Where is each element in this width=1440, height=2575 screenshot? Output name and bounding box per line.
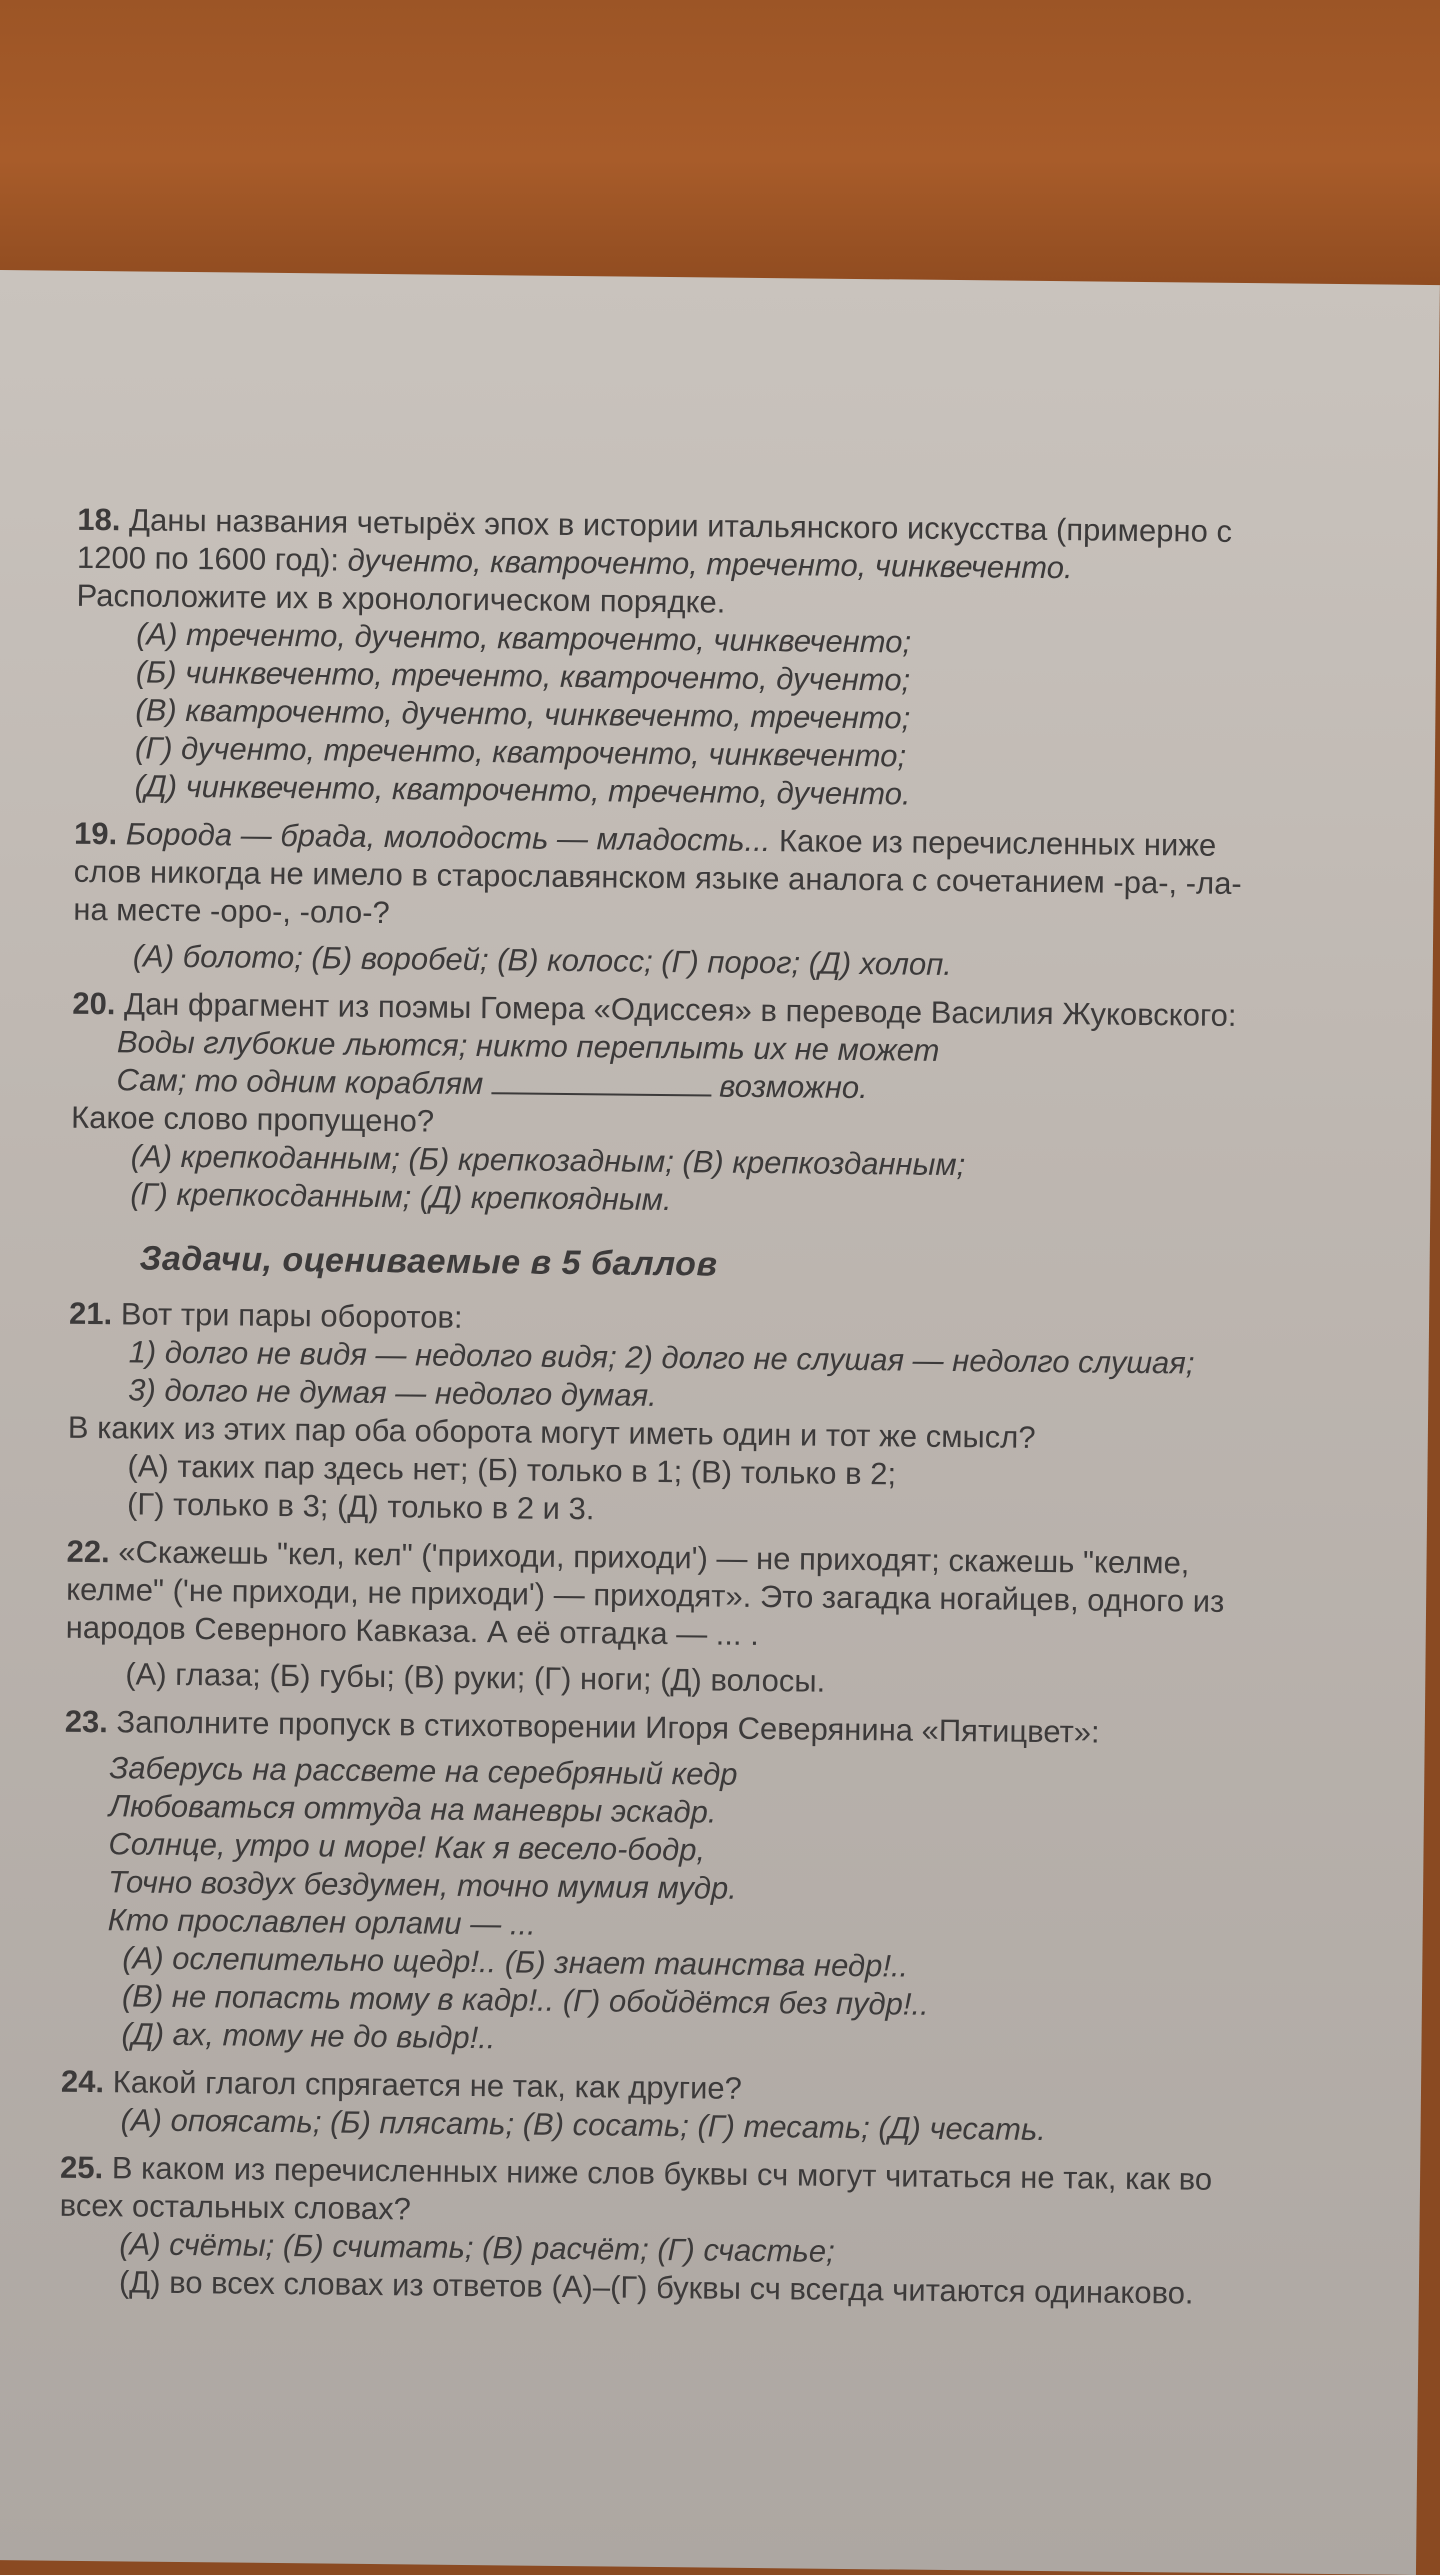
verse-line: Кто прославлен орлами — ... [107,1902,536,1942]
verse-line: возможно. [719,1068,868,1106]
question-text: дученто, кватроченто, треченто, чинквеченто. [347,542,1073,586]
answer-option: (А) треченто, дученто, кватроченто, чинквеченто; [136,616,912,660]
question-number: 20. [72,985,116,1022]
answer-option: (Б) чинквеченто, треченто, кватроченто, дученто; [135,654,911,698]
answer-options: (Г) крепкосданным; (Д) крепкоядным. [130,1176,672,1218]
question-number: 19. [73,815,118,852]
question-text: Какое слово пропущено? [70,1099,435,1139]
question-text: 1200 по 1600 год): [76,539,340,578]
question-text: Какой глагол спрягается не так, как другие? [112,2064,743,2106]
phrase-pairs: 1) долго не видя — недолго видя; 2) долго не слушая — недолго слушая; [128,1334,1195,1381]
desk-background [0,0,1440,290]
question-text: В каких из этих пар оба оборота могут иметь один и тот же смысл? [67,1409,1036,1455]
answer-blank [491,1092,711,1096]
question-18 [74,501,1377,819]
answer-options: (А) крепкоданным; (Б) крепкозадным; (В) крепкозданным; [130,1138,966,1183]
answer-options: (В) не попасть тому в кадр!.. (Г) обойдётся без пудр!.. [121,1978,929,2022]
answer-option: (В) кватроченто, дученто, чинквеченто, треченто; [135,692,911,736]
question-text: В каком из перечисленных ниже слов буквы сч могут читаться не так, как во [111,2150,1213,2197]
question-number: 18. [77,501,121,538]
answer-options: (Г) только в 3; (Д) только в 2 и 3. [126,1486,595,1527]
question-21 [67,1295,1369,1537]
verse-line: Сам; то одним кораблям [116,1062,484,1102]
verse-line: Воды глубокие льются; никто переплыть их не может [116,1024,940,1068]
answer-options: (А) таких пар здесь нет; (Б) только в 1; (В) только в 2; [127,1448,897,1492]
phrase-pairs: 3) долго не думая — недолго думая. [128,1372,657,1413]
answer-options: (Д) во всех словах из ответов (А)–(Г) буквы сч всегда читаются одинаково. [118,2264,1194,2311]
answer-options: (А) ослепительно щедр!.. (Б) знает таинства недр!.. [122,1940,909,1984]
question-text: Дан фрагмент из поэмы Гомера «Одиссея» в переводе Василия Жуковского: [123,986,1237,1033]
question-number: 21. [68,1295,113,1332]
question-text: народов Северного Кавказа. А её отгадка — ... . [65,1609,760,1653]
answer-option: (Д) чинквеченто, кватроченто, треченто, дученто. [134,768,911,812]
question-20 [70,985,1372,1227]
question-text: Расположите их в хронологическом порядке. [76,577,726,620]
answer-option: (Г) дученто, треченто, кватроченто, чинквеченто; [134,730,907,774]
paper-sheet [0,270,1440,2575]
answer-options: (А) болото; (Б) воробей; (В) колосс; (Г) порог; (Д) холоп. [132,938,953,983]
question-text: Заполните пропуск в стихотворении Игоря Северянина «Пятицвет»: [116,1704,1100,1750]
answer-options: (А) опоясать; (Б) плясать; (В) сосать; (Г) тесать; (Д) чесать. [120,2102,1047,2148]
answer-options: (А) счёты; (Б) считать; (В) расчёт; (Г) счастье; [119,2226,835,2269]
question-number: 22. [66,1533,110,1570]
question-24 [60,2063,1361,2153]
question-number: 24. [60,2063,105,2100]
question-text: «Скажешь "кел, кел" ('приходи, приходи') — не приходят; скажешь "келме, [118,1534,1190,1581]
question-25 [59,2149,1361,2315]
verse-line: Солнце, утро и море! Как я весело-бодр, [108,1826,706,1868]
question-text: Борода — брада, молодость — младость... [125,816,771,859]
answer-options: (А) глаза; (Б) губы; (В) руки; (Г) ноги; (Д) волосы. [125,1656,826,1699]
verse-line: Точно воздух бездумен, точно мумия мудр. [107,1864,738,1906]
quiz-content [59,501,1378,2325]
section-heading: Задачи, оцениваемые в 5 баллов [139,1239,718,1284]
question-text: Даны названия четырёх эпох в истории итальянского искусства (примерно с [128,502,1233,549]
verse-line: Любоваться оттуда на маневры эскадр. [108,1788,717,1830]
question-23 [61,1703,1365,2067]
question-19 [73,815,1375,989]
verse-line: Заберусь на рассвете на серебряный кедр [109,1750,738,1792]
question-text: всех остальных словах? [59,2187,412,2227]
question-text: Какое из перечисленных ниже [778,823,1217,863]
question-number: 23. [64,1703,109,1740]
question-text: Вот три пары оборотов: [120,1296,463,1335]
answer-options: (Д) ах, тому не до выдр!.. [121,2016,496,2056]
question-text: слов никогда не имело в старославянском языке аналога с сочетанием -ра-, -ла- [73,853,1242,902]
question-text: на месте -оро-, -оло-? [73,891,390,931]
question-number: 25. [59,2149,104,2186]
question-text: келме" ('не приходи, не приходи') — приходят». Это загадка ногайцев, одного из [66,1571,1225,1619]
question-22 [65,1533,1367,1707]
